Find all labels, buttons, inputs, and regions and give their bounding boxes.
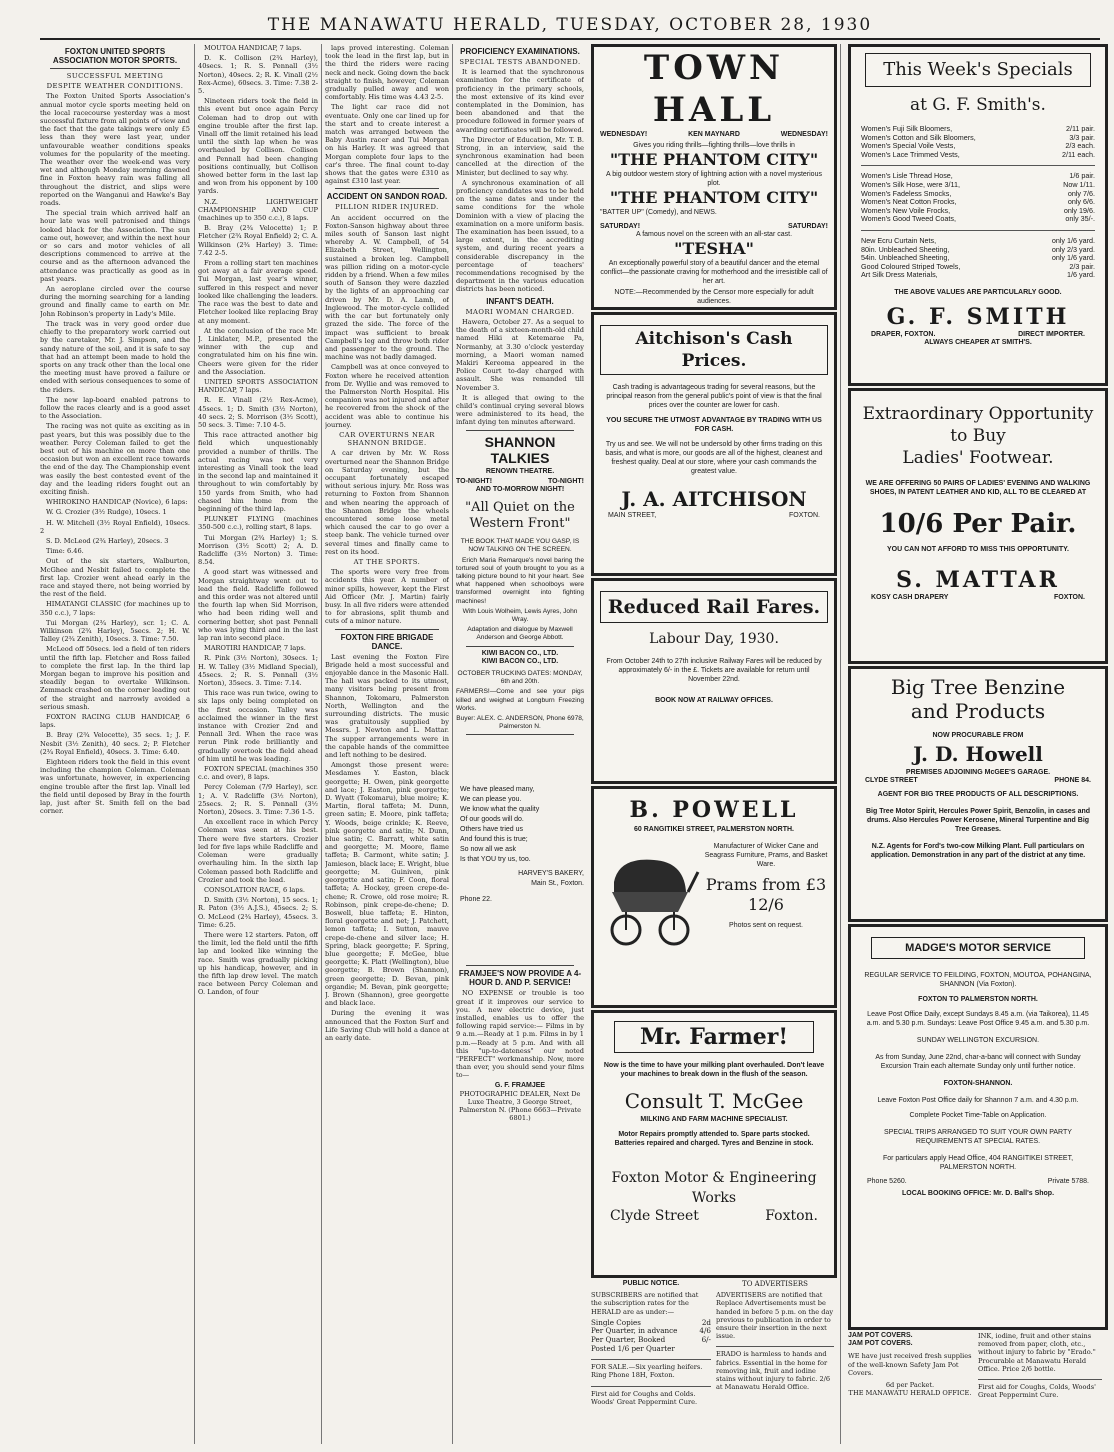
results-heading: PLUNKET FLYING (machines 350-500 c.c.), rolling start, 8 laps. bbox=[198, 515, 318, 532]
ad-title: FRAMJEE'S NOW PROVIDE A 4-HOUR D. AND P. SERVICE! bbox=[458, 969, 582, 988]
divider bbox=[466, 430, 574, 431]
item-price: 1/6 pair. bbox=[1069, 171, 1095, 181]
article-paragraph: A good start was witnessed and Morgan straightway went out to lead the field. Radcliffe followed and this order was not altered until the fourth lap when Sid Morrison, who had been riding well and cornering better, shot past Pennall who was lying third and in the last lap ran into second place. bbox=[198, 568, 318, 643]
notice-text: ADVERTISERS are notified that Replace Advertisements must be handed in before 5 p.m. on the day previous to publication in order to ensure their insertion in the next issue. bbox=[716, 1291, 834, 1341]
ad-dates bbox=[456, 478, 584, 486]
ad-phone: PHONE 84. bbox=[1054, 777, 1091, 784]
column-sports bbox=[40, 44, 190, 1444]
ad-text: NO EXPENSE or trouble is too great if it improves our service to you. A new electric device, just installed, enables us to offer the following rapid service:— Films in by 9 a.m.—Ready at 1 p.m. Films in by 1 p.m.—Ready at 5 p.m. And with all this "up-to-dateness" our noted "PERFECT" workmanship. Now, more than ever, you should send your films to— bbox=[456, 989, 584, 1080]
divider bbox=[50, 68, 180, 69]
item-name: 54in. Unbleached Sheeting, bbox=[861, 253, 950, 263]
notice-text: SUBSCRIBERS are notified that the subscription rates for the HERALD are as under:— bbox=[591, 1291, 699, 1316]
ad-address: Main St., Foxton. bbox=[531, 880, 584, 888]
ad-tonight: TO-NIGHT! bbox=[456, 477, 493, 485]
article-paragraph: This race attracted another big field which unquestionably provided a number of thrills. The actual racing was not very interesting as Vinall took the lead in the second lap and maintained it throughout to win comfortably by 150 yards from Smith, who had chased him home from the beginning of the third lap. bbox=[198, 431, 318, 513]
ad-text: Adaptation and dialogue by Maxwell Anderson and George Abbott. bbox=[467, 626, 573, 642]
ad-text: YOU SECURE THE UTMOST ADVANTAGE BY TRADING WITH US FOR CASH. bbox=[606, 417, 822, 433]
column-rule bbox=[840, 44, 841, 1444]
article-paragraph: The Foxton United Sports Association's annual motor cycle sports meeting held on the local racecourse yesterday was a most successful fixture from all points of view and the fact that the gate takings were only £5 less than they were last year, under unfavourable weather conditions speaks volumes for the popularity of the meeting. The weather over the week-end was very wet and although Monday morning dawned fine in Foxton heavy rain was falling all throughout the district, and slips were reported on the Wanganui and Hawke's Bay roads. bbox=[40, 92, 190, 208]
subhead: CAR OVERTURNS NEAR SHANNON BRIDGE. bbox=[339, 430, 435, 448]
ad-row bbox=[594, 131, 834, 138]
ad-day: SATURDAY! bbox=[787, 223, 828, 230]
ad-title: Ladies' Footwear. bbox=[902, 448, 1054, 468]
article-paragraph: The sports were very free from accidents this year. A number of minor spills, however, kept the First Aid Officer (Mr. J. Martin) fairly busy. In all five riders were attended to for abrasions, split thumb and cuts of a minor nature. bbox=[325, 568, 449, 626]
article-paragraph: The Director of Education, Mr. T. B. Strong, in an interview, said the synchronous examination had been cancelled at the direction of the Minister, but declined to say why. bbox=[456, 135, 584, 177]
item-name: Women's Good Tweed Coats, bbox=[861, 214, 956, 224]
ad-text: FOXTON TO PALMERSTON NORTH. bbox=[918, 996, 1038, 1003]
article-paragraph: B. Bray (2¾ Velocette), 35 secs. 1; J. F. Nesbit (3½ Zenith), 40 secs. 2; P. Fletcher (2¾ Royal Enfield), 40secs. 3. Time: 6.40. bbox=[40, 731, 190, 756]
ad-text: Motor Repairs promptly attended to. Spare parts stocked. Batteries repaired and charged. Tyres and Benzine in stock. bbox=[614, 1131, 814, 1147]
ad-address: PHOTOGRAPHIC DEALER, Next De Luxe Theatre, 3 George Street, Palmerston N. (Phone 6663—Private 6801.) bbox=[458, 1089, 582, 1123]
ad-phone: Phone 22. bbox=[460, 896, 492, 904]
article-paragraph: The new lap-board enabled patrons to follow the races clearly and is a good asset to the Association. bbox=[40, 395, 190, 421]
aitchison-ad bbox=[591, 312, 837, 576]
item-price: 1/6 yard. bbox=[1067, 270, 1095, 280]
ad-text: N.Z. Agents for Ford's two-cow Milking Plant. Full particulars on application. Demonstration in any part of the district at any time. bbox=[870, 843, 1086, 859]
ad-text: MILKING AND FARM MACHINE SPECIALIST. bbox=[640, 1116, 788, 1123]
article-paragraph: The special train which arrived half an hour late was well patronised and things looked black for the Association. The sun came out, however, and within the next hour or so cars and motor vehicles of all descriptions commenced to arrive at the course and as the afternoon advanced the attendance was practically as good as in past years. bbox=[40, 209, 190, 283]
kiwi-bacon-ad bbox=[456, 650, 584, 732]
article-paragraph: Nineteen riders took the field in this event but once again Percy Coleman had to drop out with engine trouble after the first lap. Vinall off the limit retained his lead until the sixth lap when he was overhauled by Collison. Collison and Pennall had been changing positions continually, but Collison showed better form in the last lap and won from his opponent by 100 yards. bbox=[198, 97, 318, 196]
ad-row bbox=[851, 1176, 1105, 1187]
ad-name: Consult T. McGee bbox=[624, 1089, 804, 1113]
ad-row bbox=[851, 331, 1105, 338]
item-price: 2/11 each. bbox=[1061, 149, 1095, 159]
ad-title: Big Tree Benzine bbox=[890, 675, 1066, 699]
ad-tonight: TO-NIGHT! bbox=[547, 477, 584, 485]
divider bbox=[335, 188, 439, 189]
ad-film-title: "All Quiet on the Western Front" bbox=[465, 500, 575, 532]
results-heading: WHIROKINO HANDICAP (Novice), 6 laps: bbox=[46, 498, 188, 507]
ad-text: A big outdoor western story of lightning action with a novel mysterious plot. bbox=[606, 171, 822, 187]
notice-title: TO ADVERTISERS bbox=[742, 1280, 808, 1288]
article-paragraph: R. E. Vinall (2½ Rex-Acme), 45secs. 1; D. Smith (3½ Norton), 40 secs. 2; S. Morrison (3½ Scott), 50 secs. 3. Time: 7.10 4-5. bbox=[198, 396, 318, 429]
ad-text: WE ARE OFFERING 50 PAIRS OF LADIES' EVENING AND WALKING SHOES, IN PATENT LEATHER AND KID, ALL TO BE CLEARED AT bbox=[865, 480, 1091, 496]
framjee-ad bbox=[456, 969, 584, 1122]
item-name: Women's Lisle Thread Hose, bbox=[861, 171, 953, 181]
article-paragraph: Hawera, October 27. As a sequel to the death of a sixteen-month-old child named Hiki at Ketemarae Pa, Normanby, at 3.30 o'clock yesterday morning, a Maori woman named Makiri Kereoma appeared in the Police Court to-day charged with assault. She was remanded till November 3. bbox=[456, 317, 584, 392]
ad-name: HARVEY'S BAKERY, bbox=[518, 870, 584, 878]
subhead: SUCCESSFUL MEETING bbox=[66, 72, 164, 80]
item-name: Women's Silk Hose, were 3/11, bbox=[861, 179, 960, 189]
ad-text: SPECIAL TRIPS ARRANGED TO SUIT YOUR OWN PARTY REQUIREMENTS AT SPECIAL RATES. bbox=[884, 1129, 1072, 1145]
ad-text: LOCAL BOOKING OFFICE: Mr. D. Ball's Shop. bbox=[901, 1190, 1055, 1197]
ad-note: THE ABOVE VALUES ARE PARTICULARLY GOOD. bbox=[894, 288, 1062, 296]
article-paragraph: A car driven by Mr. W. Ross overturned near the Shannon Bridge on Saturday evening, but the occupant fortunately escaped without serious injury. Mr. Ross was returning to Foxton from Shannon and when nearing the approach of the Shannon Bridge the wheels encountered some loose metal which caused the car to go over a steep bank. The vehicle turned over several times and finally came to rest on its hood. bbox=[325, 449, 449, 556]
item-name: Good Coloured Striped Towels, bbox=[861, 261, 961, 271]
mattar-footwear-ad bbox=[848, 388, 1108, 664]
ad-text: THE BOOK THAT MADE YOU GASP, IS NOW TALKING ON THE SCREEN. bbox=[460, 538, 580, 554]
results-heading: FOXTON SPECIAL (machines 350 c.c. and over), 8 laps. bbox=[198, 765, 318, 782]
article-paragraph: At the conclusion of the race Mr. J. Linklater, M.P., presented the winner with the cup and congratulated him on his fine win. Cheers were given for the rider and the Association. bbox=[198, 326, 318, 376]
subhead: AT THE SPORTS. bbox=[353, 557, 421, 566]
ad-title: SHANNON TALKIES bbox=[484, 433, 556, 466]
ad-title: This Week's Specials bbox=[865, 53, 1091, 87]
headline: INFANT'S DEATH. bbox=[486, 296, 554, 306]
ad-line: So now all we ask bbox=[460, 846, 517, 854]
item-price: 2/11 pair. bbox=[1065, 124, 1095, 133]
ad-text: From October 24th to 27th inclusive Railway Fares will be reduced by approximately 6/- in the £. Tickets are available for return until November 22nd. bbox=[606, 658, 822, 683]
ad-star: KEN MAYNARD bbox=[688, 131, 740, 138]
item-price: only 2/3 yard. bbox=[1051, 244, 1095, 254]
ad-text-block bbox=[704, 842, 834, 952]
article-paragraph: It is learned that the synchronous examination for the certificate of proficiency in the primary schools, the most extensive of its kind ever contemplated in the Dominion, has been abandoned and that the procedure followed in former years of awarding certificates will be followed. bbox=[456, 68, 584, 134]
headline: FOXTON FIRE BRIGADE DANCE. bbox=[340, 632, 434, 651]
ad-title: and Products bbox=[910, 699, 1046, 723]
item-price: only 19/6. bbox=[1063, 205, 1095, 215]
article-paragraph: Campbell was at once conveyed to Foxton where he received attention from Dr. Wyllie and was removed to the Palmerston North Hospital. His companion was not injured and after he recovered from the shock of the accident was able to continue his journey. bbox=[325, 363, 449, 429]
ad-text: Photos sent on request. bbox=[729, 922, 803, 929]
ad-price: Prams from £3 12/6 bbox=[705, 875, 827, 914]
rate-label: Posted 1/6 per Quarter bbox=[591, 1343, 675, 1353]
ad-film-title: "THE PHANTOM CITY" bbox=[609, 188, 819, 207]
item-price: only 7/6. bbox=[1067, 188, 1095, 198]
item-price: only 35/-. bbox=[1065, 214, 1095, 224]
column-rule bbox=[321, 44, 322, 1444]
column-news bbox=[325, 44, 449, 1444]
ad-importer: DIRECT IMPORTER. bbox=[1018, 330, 1085, 338]
howell-benzine-ad bbox=[848, 666, 1108, 922]
ad-text: Now is the time to have your milking plant overhauled. Don't leave your machines to break down in the flush of the season. bbox=[603, 1062, 825, 1078]
item-price: only 6/6. bbox=[1067, 197, 1095, 207]
notice-text: WE have just received fresh supplies of the well-known Safety Jam Pot Covers. bbox=[848, 1352, 972, 1377]
ad-film-title: "THE PHANTOM CITY" bbox=[609, 150, 819, 169]
ad-text: Big Tree Motor Spirit, Hercules Power Spirit, Benzolin, in cases and drums. Also Hercules Power Kerosene, Mineral Turpentine and Big Tree Greases. bbox=[865, 808, 1091, 833]
harveys-bakery-ad bbox=[460, 785, 584, 905]
ad-name: J. A. AITCHISON bbox=[621, 487, 807, 511]
rate-label: Per Quarter, Booked bbox=[591, 1335, 666, 1344]
ad-title: Aitchison's Cash Prices. bbox=[600, 325, 828, 375]
article-paragraph: Tui Morgan (2¾ Harley) 1; S. Morrison (3½ Scott) 2; A. D. Radcliffe (3½ Norton) 3. Time: 8.54. bbox=[198, 533, 318, 567]
article-paragraph: During the evening it was announced that the Foxton Surf and Life Saving Club will hold a dance at an early date. bbox=[325, 1009, 449, 1042]
item-name: 80in. Unbleached Sheeting, bbox=[861, 244, 950, 254]
ad-text: SUNDAY WELLINGTON EXCURSION. bbox=[916, 1037, 1040, 1044]
advertisers-notice bbox=[716, 1280, 834, 1397]
ad-price: 10/6 Per Pair. bbox=[879, 509, 1077, 539]
item-price: 3/3 pair. bbox=[1069, 132, 1095, 142]
divider bbox=[466, 734, 574, 735]
results-heading: MOUTOA HANDICAP, 7 laps. bbox=[204, 44, 302, 52]
ad-row bbox=[851, 594, 1105, 601]
ad-title: Reduced Rail Fares. bbox=[600, 591, 828, 623]
column-results bbox=[198, 44, 318, 1444]
column-rule bbox=[194, 44, 195, 1444]
item-name: Art Silk Dress Materials, bbox=[861, 270, 938, 280]
notice-office: THE MANAWATU HERALD OFFICE. bbox=[848, 1389, 972, 1398]
ad-name: J. D. Howell bbox=[913, 742, 1043, 766]
article-paragraph: This race was run twice, owing to six laps only being completed on the first occasion. Talley was acclaimed the winner in the first instance with Crozier 2nd and Pennall 3rd. When the race was rerun Pink rode brilliantly and gradually overtook the field ahead of him until he was leading. bbox=[198, 689, 318, 763]
ad-title: KIWI BACON CO., LTD. bbox=[481, 649, 559, 657]
smith-specials-ad bbox=[848, 44, 1108, 386]
ad-theatre: RENOWN THEATRE. bbox=[485, 467, 555, 475]
result-line: S. D. McLeod (2¾ Harley), 20secs. 3 bbox=[46, 536, 169, 545]
article-paragraph: R. Pink (3½ Norton), 30secs. 1; H. W. Talley (3½ Midland Special), 45secs. 2; R. S. Pennall (3½ Norton), 35secs. 3. Time: 7.14. bbox=[198, 654, 318, 688]
public-notice bbox=[591, 1280, 711, 1410]
article-paragraph: B. Bray (2¾ Velocette) 1; P. Fletcher (2¾ Royal Enfield) 2; C. A. Wilkinson (2¾ Harley) 3. Time: 7.42 2-5. bbox=[198, 224, 318, 257]
powell-ad bbox=[591, 786, 837, 1008]
ad-line: We can please you. bbox=[460, 796, 522, 804]
ad-text: AGENT FOR BIG TREE PRODUCTS OF ALL DESCRIPTIONS. bbox=[877, 791, 1079, 798]
price-row bbox=[861, 215, 1095, 224]
subhead: PILLION RIDER INJURED. bbox=[335, 203, 439, 212]
ad-title: MADGE'S MOTOR SERVICE bbox=[871, 937, 1085, 959]
results-heading: FOXTON RACING CLUB HANDICAP, 6 laps. bbox=[40, 713, 190, 730]
ad-subtitle: Labour Day, 1930. bbox=[649, 631, 779, 647]
notice-text: INK, iodine, fruit and other stains removed from paper, cloth, etc., without injury to fabric by "Erado." Procurable at Manawatu Herald Office. Price 2/6 bottle. bbox=[978, 1332, 1096, 1373]
ad-line: We have pleased many, bbox=[460, 786, 535, 794]
article-paragraph: The light car race did not eventuate. Only one car lined up for the start and to create interest a match was arranged between the Baby Austin racer and Tui Morgan on his Harley. It was agreed that Morgan complete four laps to the car's three. The final count to-day shows that the gates were £310 as against £310 last year. bbox=[325, 103, 449, 186]
ad-text: Cash trading is advantageous trading for several reasons, but the principal reason from the general public's point of view is that the final prices over the counter are lower for cash. bbox=[606, 384, 822, 409]
subhead: DESPITE WEATHER CONDITIONS. bbox=[46, 82, 184, 91]
article-paragraph: McLeod off 50secs. led a field of ten riders until the fifth lap. Fletcher and Ross failed to complete the first lap. In the third lap Morgan began to improve his position and steadily began to overtake Wilkinson. Zemmack crashed on the corner leading out of the straight and narrowly avoided a serious smash. bbox=[40, 645, 190, 711]
notice-text: ERADO is harmless to hands and fabrics. Essential in the home for removing ink, fruit and iodine stains without injury to fabric. 2/6 at Manawatu Herald Office. bbox=[716, 1346, 834, 1391]
masthead-title: THE MANAWATU HERALD, TUESDAY, OCTOBER 28, 1930 bbox=[267, 15, 873, 35]
price-list bbox=[851, 172, 1105, 224]
result-line: H. W. Mitchell (3½ Royal Enfield), 10secs. 2 bbox=[40, 518, 190, 535]
divider bbox=[466, 965, 574, 966]
notice-text: First aid for Coughs and Colds. Woods' Great Peppermint Cure. bbox=[591, 1386, 711, 1406]
ad-name: S. MATTAR bbox=[896, 567, 1060, 593]
rate-label: Single Copies bbox=[591, 1317, 641, 1327]
masthead bbox=[40, 12, 1100, 40]
ad-day: SATURDAY! bbox=[600, 223, 641, 230]
rate-value: 4/6 bbox=[699, 1326, 711, 1336]
item-name: New Ecru Curtain Nets, bbox=[861, 235, 937, 245]
ad-title: B. POWELL bbox=[629, 797, 799, 823]
ad-street: CLYDE STREET bbox=[865, 777, 918, 784]
article-paragraph: Tui Morgan (2¾ Harley), scr. 1; C. A. Wilkinson (2¾ Harley), 5secs. 2; H. W. Talley (2¾ Zenith), 10secs. 3. Time: 7.50. bbox=[40, 618, 190, 644]
item-price: 2/3 each. bbox=[1065, 141, 1095, 151]
ad-row bbox=[594, 223, 834, 230]
jam-pot-notice bbox=[848, 1332, 972, 1397]
ad-draper: DRAPER, FOXTON. bbox=[871, 330, 936, 338]
price-list bbox=[851, 237, 1105, 280]
ad-text: OCTOBER TRUCKING DATES: MONDAY, 6th and 20th. bbox=[457, 669, 583, 686]
rate-row bbox=[591, 1345, 711, 1354]
ad-line: Of our goods will do. bbox=[460, 816, 524, 824]
madge-motor-ad bbox=[848, 924, 1108, 1330]
headline: ACCIDENT ON SANDON ROAD. bbox=[326, 192, 448, 202]
ad-row bbox=[594, 512, 834, 519]
ad-line: Others have tried us bbox=[460, 826, 524, 834]
item-name: Women's Cotton and Silk Bloomers, bbox=[861, 132, 976, 142]
headline: PROFICIENCY EXAMINATIONS. bbox=[460, 47, 580, 56]
ad-text: Gives you riding thrills—fighting thrills—love thrills in bbox=[633, 142, 795, 149]
results-heading: MAROTIRI HANDICAP, 7 laps. bbox=[204, 644, 306, 653]
ad-text: YOU CAN NOT AFFORD TO MISS THIS OPPORTUNITY. bbox=[886, 546, 1069, 553]
headline: FOXTON UNITED SPORTS ASSOCIATION MOTOR SPORTS. bbox=[52, 47, 178, 65]
divider bbox=[466, 646, 574, 647]
ad-text: NOTE:—Recommended by the Censor more especially for adult audiences. bbox=[614, 289, 814, 305]
ad-film-title: "TESHA" bbox=[674, 239, 754, 258]
rail-fares-ad bbox=[591, 578, 837, 784]
article-paragraph: D. Smith (3½ Norton), 15 secs. 1; R. Paton (3½ A.J.S.), 45secs. 2; S. O. McLeod (2¾ Harley), 45secs. 3. Time: 6.25. bbox=[198, 896, 318, 929]
item-name: Women's Lace Trimmed Vests, bbox=[861, 149, 960, 159]
item-price: 2/3 pair. bbox=[1069, 261, 1095, 271]
mcgee-ad bbox=[591, 1010, 837, 1278]
item-price: Now 1/11. bbox=[1063, 179, 1095, 189]
article-paragraph: There were 12 starters. Paton, off the limit, led the field until the fifth lap and looked like winning the race. Smith was gradually picking up his handicap, however, and in the fifth lap drew level. The match race between Percy Coleman and O. Landon, of four bbox=[198, 930, 318, 997]
ad-text: An exceptionally powerful story of a beautiful dancer and the eternal conflict—the passionate craving for motherhood and the irresistible call of her art. bbox=[600, 260, 828, 285]
notice-title: JAM POT COVERS. bbox=[848, 1332, 913, 1339]
ad-title: Extraordinary Opportunity bbox=[862, 404, 1094, 424]
article-paragraph: From a rolling start ten machines got away at a fair average speed. Tui Morgan, last year's winner, suffered in this respect and never looked like challenging the leaders. The race was the best to date and Fletcher looked like replacing Bray at any moment. bbox=[198, 259, 318, 325]
results-heading: HIMATANGI CLASSIC (for machines up to 350 c.c.), 7 laps: bbox=[40, 600, 190, 617]
ad-subtitle: at G. F. Smith's. bbox=[910, 95, 1046, 115]
rate-label: Per Quarter, in advance bbox=[591, 1326, 678, 1336]
ad-text: FARMERS!—Come and see your pigs killed and weighed at Longburn Freezing Works. bbox=[456, 688, 584, 712]
ad-title: TOWN HALL bbox=[643, 48, 785, 130]
divider bbox=[335, 629, 439, 630]
subhead: MAORI WOMAN CHARGED. bbox=[465, 307, 575, 316]
ad-title: to Buy bbox=[950, 426, 1006, 446]
ad-street: Clyde Street bbox=[610, 1208, 699, 1224]
ad-text: Leave Post Office Daily, except Sundays 8.45 a.m. (via Taikorea), 11.45 a.m. and 5.30 p.m. Sundays: Leave Post Office 9.45 a.m. and 5.30 p.m. bbox=[866, 1011, 1090, 1027]
ad-title: KIWI BACON CO., LTD. bbox=[481, 657, 559, 665]
ad-text: Complete Pocket Time-Table on Application. bbox=[909, 1112, 1047, 1119]
ad-street: MAIN STREET, bbox=[608, 512, 657, 519]
item-name: Women's Special Voile Vests, bbox=[861, 141, 956, 151]
ad-day: WEDNESDAY! bbox=[600, 131, 648, 138]
rate-value: 2d bbox=[701, 1317, 711, 1327]
ad-row bbox=[851, 777, 1105, 784]
results-heading: N.Z. LIGHTWEIGHT CHAMPIONSHIP AND CUP (machines up to 350 c.c.), 8 laps. bbox=[198, 197, 318, 223]
ad-address: 60 RANGITIKEI STREET, PALMERSTON NORTH. bbox=[634, 826, 794, 833]
article-paragraph: Amongst those present were: Mesdames Y. Easton, black georgette; H. Owen, pink georgette and lace; J. Easton, pink georgette; D. Wyatt (Tokomaru), blue moire; K. Martin, floral taffeta; M. Dunn, green satin; E. Moore, pink taffeta; Y. Woods, beige crinkle; K. Reeve, pink georgette and satin; N. Dunn, blue satin; C. Barratt, white satin and georgette; M. Moore, flame taffeta; B. Carmont, white satin; J. Jamieson, black lace; E. Wright, blue georgette; M. Guiniven, pink georgette and satin; F. Coon, floral taffeta; A. Hockey, green crepe-de-chene; R. Crowe, old rose moire; R. Robinson, pink crepe-de-chene; D. Boswell, blue taffeta; E. Hinton, floral georgette and net; J. Patchett, lemon taffeta; I. Sutton, mauve crepe-de-chene and silver lace; H. Spring, black georgette; F. Spring, blue georgette; F. McGee, blue georgette; K. Platt (Wellington), blue georgette; B. Brown (Shannon), green georgette; D. Bevan, pink organdie; M. Bevan, pink georgette; J. Brown (Shannon), gree georgette and black lace. bbox=[325, 761, 449, 1008]
ad-text: Leave Foxton Post Office daily for Shannon 7 a.m. and 4.30 p.m. bbox=[877, 1097, 1079, 1104]
column-mixed bbox=[456, 44, 584, 1444]
ad-text: Try us and see. We will not be undersold by other firms trading on this basis, and what is more, our goods are all of the highest, cleanest and freshest quality. Deal at our store, where your cash commands the greatest value. bbox=[605, 441, 823, 475]
ad-line: We know what the quality bbox=[460, 806, 540, 814]
ad-text: Manufacturer of Wicker Cane and Seagrass Furniture, Prams, and Basket Ware. bbox=[704, 843, 828, 868]
ad-text: For particulars apply Head Office, 404 RANGITIKEI STREET, PALMERSTON NORTH. bbox=[882, 1155, 1074, 1171]
article-paragraph: An excellent race in which Percy Coleman was seen at his best. There were five starters. Crozier led for five laps while Radcliffe and Coleman were gradually overhauling him. In the sixth lap Coleman passed both Radcliffe and Crozier and took the lead. bbox=[198, 818, 318, 884]
article-paragraph: An aeroplane circled over the course during the morning searching for a landing ground and finally came to earth on Mr. John Robinson's property in Lady's Mile. bbox=[40, 285, 190, 318]
item-name: Women's Neat Cotton Frocks, bbox=[861, 197, 957, 207]
ad-text: Erich Maria Remarque's novel baring the tortured soul of youth brought to you as a talking picture bound to hit your heart. See what happened when schoolboys were transformed overnight into fighting machines! bbox=[456, 556, 584, 605]
article-paragraph: laps proved interesting. Coleman took the lead in the first lap, but in the third the riders were racing neck and neck. Going down the back straight to finish, however, Coleman gradually pulled away and won comfortably. His time was 4.43 2-5. bbox=[325, 44, 449, 102]
ad-tagline: ALWAYS CHEAPER AT SMITH'S. bbox=[924, 338, 1032, 346]
article-paragraph: D. K. Collison (2¾ Harley), 40secs. 1; R. S. Pennall (3½ Norton), 40secs. 2; R. K. Vinall (2½ Rex-Acme), 60secs. 3. Time: 7.38 2-5. bbox=[198, 54, 318, 96]
results-heading: UNITED SPORTS ASSOCIATION HANDICAP, 7 laps. bbox=[198, 377, 318, 395]
ad-name: G. F. SMITH bbox=[886, 303, 1070, 330]
article-paragraph: Eighteen riders took the field in this event including the champion Coleman. Coleman was unfortunate, however, in experiencing engine trouble after the first lap. Vinall led the field until deposed by Bray in the fourth lap, just after St. Smith fell on the bad corner. bbox=[40, 758, 190, 816]
ad-row bbox=[594, 1208, 834, 1224]
article-paragraph: A synchronous examination of all proficiency candidates was to be held on the same dates and under the same conditions for the whole Dominion with a view of placing the examination on a more uniform basis. The examination has been issued, to a large extent, in the accrediting system, and during recent years a considerable discrepancy in the percentage of teachers' recommendations recognised by the department in the various education districts has been noticed. bbox=[456, 178, 584, 294]
ad-text: PREMISES ADJOINING McGEE'S GARAGE. bbox=[905, 769, 1051, 776]
ad-phone: Phone 5260. bbox=[867, 1178, 907, 1185]
ad-business: Foxton Motor & Engineering Works bbox=[611, 1170, 817, 1206]
article-paragraph: The track was in very good order due chiefly to the preparatory work carried out by the caretaker, Mr. J. Simpson, and the sandy nature of the soil, and it is safe to say that had an attempt been made to hold the sports on any track other than the local one the meeting must have proved a failure or ended with serious consequences to some of the riders. bbox=[40, 319, 190, 394]
ad-shop: KOSY CASH DRAPERY bbox=[871, 594, 949, 601]
ad-text: With Louis Wolheim, Lewis Ayres, John Wray. bbox=[462, 607, 578, 623]
column-rule bbox=[452, 44, 453, 1444]
item-name: Women's New Voile Frocks, bbox=[861, 205, 951, 215]
article-paragraph: Percy Coleman (7/9 Harley), scr. 1; A. V. Radcliffe (3½ Norton), 25secs. 2; R. S. Pennall (3½ Norton), 20secs. 3. Time: 7.36 1-5. bbox=[198, 783, 318, 817]
ad-text: As from Sunday, June 22nd, char-a-banc will connect with Sunday Excursion Train each alternate Sunday only until further notice. bbox=[875, 1054, 1081, 1070]
result-line: W. G. Crozier (3½ Rudge), 10secs. 1 bbox=[46, 508, 167, 517]
results-heading: CONSOLATION RACE, 6 laps. bbox=[204, 885, 306, 894]
ad-body bbox=[594, 842, 834, 952]
article-paragraph: Last evening the Foxton Fire Brigade held a most successful and enjoyable dance in the Masonic Hall. The hall was packed to its utmost, many visitors being present from Shannon, Tokomaru, Palmerston North, Wellington and the surrounding districts. The music was gratuitously supplied by Messrs. J. Newton and L. Mattar. The supper arrangements were in the capable hands of the committee and left nothing to be desired. bbox=[325, 652, 449, 760]
ad-tomorrow: AND TO-MORROW NIGHT! bbox=[475, 485, 565, 493]
ad-day: WEDNESDAY! bbox=[780, 131, 828, 138]
price-row bbox=[861, 271, 1095, 280]
ad-text: FOXTON-SHANNON. bbox=[943, 1080, 1013, 1087]
notice-text: FOR SALE.—Six yearling heifers. Ring Phone 18H, Foxton. bbox=[591, 1359, 711, 1379]
ad-town: FOXTON. bbox=[789, 512, 820, 519]
ad-text: Buyer: ALEX. C. ANDERSON, Phone 6978, Palmerston N. bbox=[456, 715, 584, 731]
ad-phone: Private 5788. bbox=[1047, 1178, 1089, 1185]
ad-town: FOXTON. bbox=[1054, 594, 1085, 601]
notice-price: 6d per Packet. bbox=[885, 1381, 935, 1390]
notice-title: JAM POT COVERS. bbox=[848, 1340, 913, 1348]
rate-value: 6/- bbox=[701, 1335, 711, 1344]
article-paragraph: It is alleged that owing to the child's continual crying several blows were administered to its head, the infant dying ten minutes afterward. bbox=[456, 393, 584, 427]
notice-text: First aid for Coughs, Colds, Woods' Great Peppermint Cure. bbox=[978, 1379, 1102, 1399]
ad-text: A famous novel on the screen with an all-star cast. bbox=[635, 231, 793, 238]
ad-text: BOOK NOW AT RAILWAY OFFICES. bbox=[655, 697, 773, 704]
shannon-talkies-ad bbox=[456, 434, 584, 643]
ad-text: NOW PROCURABLE FROM bbox=[932, 732, 1024, 739]
ad-town: Foxton. bbox=[765, 1208, 818, 1224]
price-list bbox=[851, 125, 1105, 159]
ad-text: "BATTER UP" (Comedy), and NEWS. bbox=[600, 209, 717, 216]
item-name: Women's Fuji Silk Bloomers, bbox=[861, 124, 953, 133]
ad-title: Mr. Farmer! bbox=[614, 1021, 814, 1053]
article-paragraph: The racing was not quite as exciting as in past years, but this was possibly due to the weather. Percy Coleman failed to get the best out of his machine on more than one occasion but won an excellent race towards the end of the day. The Championship event was easily the best contested event of the day and the leading riders fought out an exciting finish. bbox=[40, 422, 190, 496]
town-hall-ad bbox=[591, 44, 837, 310]
ad-line: Is that YOU try us, too. bbox=[460, 856, 531, 864]
subhead: SPECIAL TESTS ABANDONED. bbox=[459, 58, 581, 66]
result-time: Time: 6.46. bbox=[46, 547, 84, 556]
ad-text: REGULAR SERVICE TO FEILDING, FOXTON, MOUTOA, POHANGINA, SHANNON (Via Foxton). bbox=[864, 972, 1092, 988]
article-paragraph: Out of the six starters, Walburton, McGhee and Nesbit failed to complete the first lap. Crozier went ahead early in the race and stayed there, not being worried by the rest of the field. bbox=[40, 557, 190, 599]
pram-icon bbox=[594, 842, 704, 952]
article-paragraph: An accident occurred on the Foxton-Sanson highway about three miles south of Sanson last night whereby A. W. Campbell, of 54 Elizabeth Street, Wellington, sustained a broken leg. Campbell was pillion riding on a motor-cycle ridden by a friend. When a few miles south of Sanson they were dazzled by the lights of an approaching car driven by Mr. D. A. Lamb, of Inglewood. The motor-cycle collided with the car but fortunately only grazed the side. The force of the impact was sufficient to break Campbell's leg and throw both rider and passenger to the ground. The machine was not badly damaged. bbox=[325, 213, 449, 362]
ad-name: G. F. FRAMJEE bbox=[494, 1081, 546, 1089]
ink-notice bbox=[978, 1332, 1102, 1399]
ad-line: And found this is true; bbox=[460, 836, 528, 844]
notice-title: PUBLIC NOTICE. bbox=[622, 1280, 680, 1287]
price-row bbox=[861, 151, 1095, 160]
item-price: only 1/6 yard. bbox=[1051, 253, 1095, 263]
item-name: Women's Fadeless Smocks, bbox=[861, 188, 952, 198]
item-price: only 1/6 yard. bbox=[1051, 235, 1095, 245]
